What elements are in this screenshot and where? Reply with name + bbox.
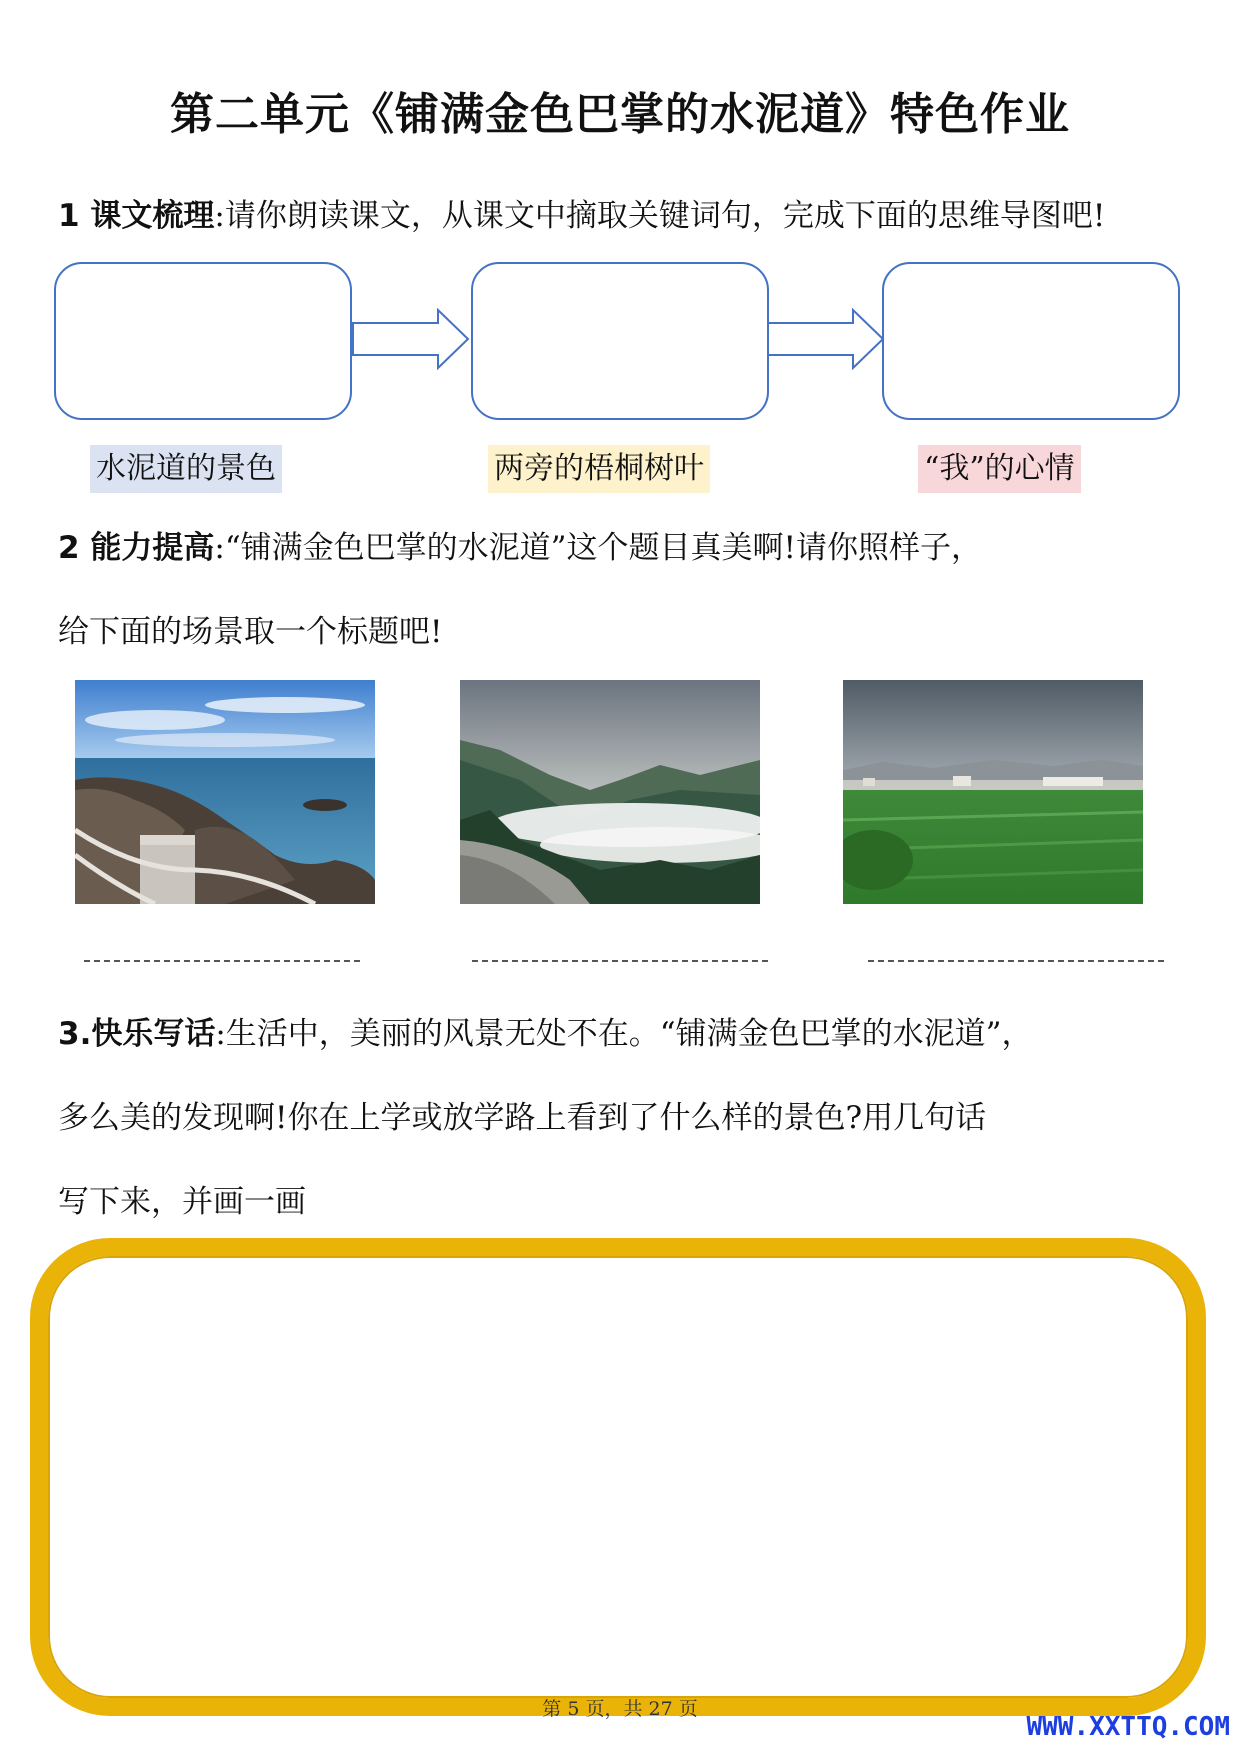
title-answer-line-2[interactable] xyxy=(472,960,768,962)
section3-heading: 3.快乐写话 xyxy=(58,1016,216,1052)
photo-misty-mountains xyxy=(460,680,760,904)
arrow-right-icon xyxy=(767,308,885,370)
arrow-right-icon xyxy=(352,308,470,370)
photo-green-fields xyxy=(843,680,1143,904)
section1-instruction xyxy=(58,174,1188,258)
label-plane-tree-leaves: 两旁的梧桐树叶 xyxy=(488,445,710,493)
section1-text: :请你朗读课文，从课文中摘取关键词句，完成下面的思维导图吧! xyxy=(214,198,1106,234)
section3-instruction xyxy=(58,992,1188,1244)
section2-heading: 2 能力提高 xyxy=(58,530,215,566)
writing-drawing-area[interactable] xyxy=(30,1238,1206,1716)
section3-text-line1: :生活中，美丽的风景无处不在。“铺满金色巴掌的水泥道”， xyxy=(215,1016,1033,1052)
site-watermark: WWW.XXTTQ.COM xyxy=(1026,1712,1230,1742)
label-road-scenery: 水泥道的景色 xyxy=(90,445,282,493)
page-number: 第 5 页，共 27 页 xyxy=(542,1698,698,1720)
mindmap-box-3[interactable] xyxy=(882,262,1180,420)
section2-text-line2: 给下面的场景取一个标题吧! xyxy=(58,614,443,650)
photo-seaside-rocks xyxy=(75,680,375,904)
label-my-mood: “我”的心情 xyxy=(918,445,1081,493)
section2-instruction xyxy=(58,506,1188,674)
title-answer-line-1[interactable] xyxy=(84,960,360,962)
page-title: 第二单元《铺满金色巴掌的水泥道》特色作业 xyxy=(170,89,1070,140)
section2-text-line1: :“铺满金色巴掌的水泥道”这个题目真美啊!请你照样子， xyxy=(214,530,982,566)
section3-text-line3: 写下来，并画一画 xyxy=(58,1184,306,1220)
mindmap-box-2[interactable] xyxy=(471,262,769,420)
mindmap-box-1[interactable] xyxy=(54,262,352,420)
section3-text-line2: 多么美的发现啊!你在上学或放学路上看到了什么样的景色?用几句话 xyxy=(58,1100,987,1136)
title-answer-line-3[interactable] xyxy=(868,960,1164,962)
section1-heading: 1 课文梳理 xyxy=(58,198,215,234)
